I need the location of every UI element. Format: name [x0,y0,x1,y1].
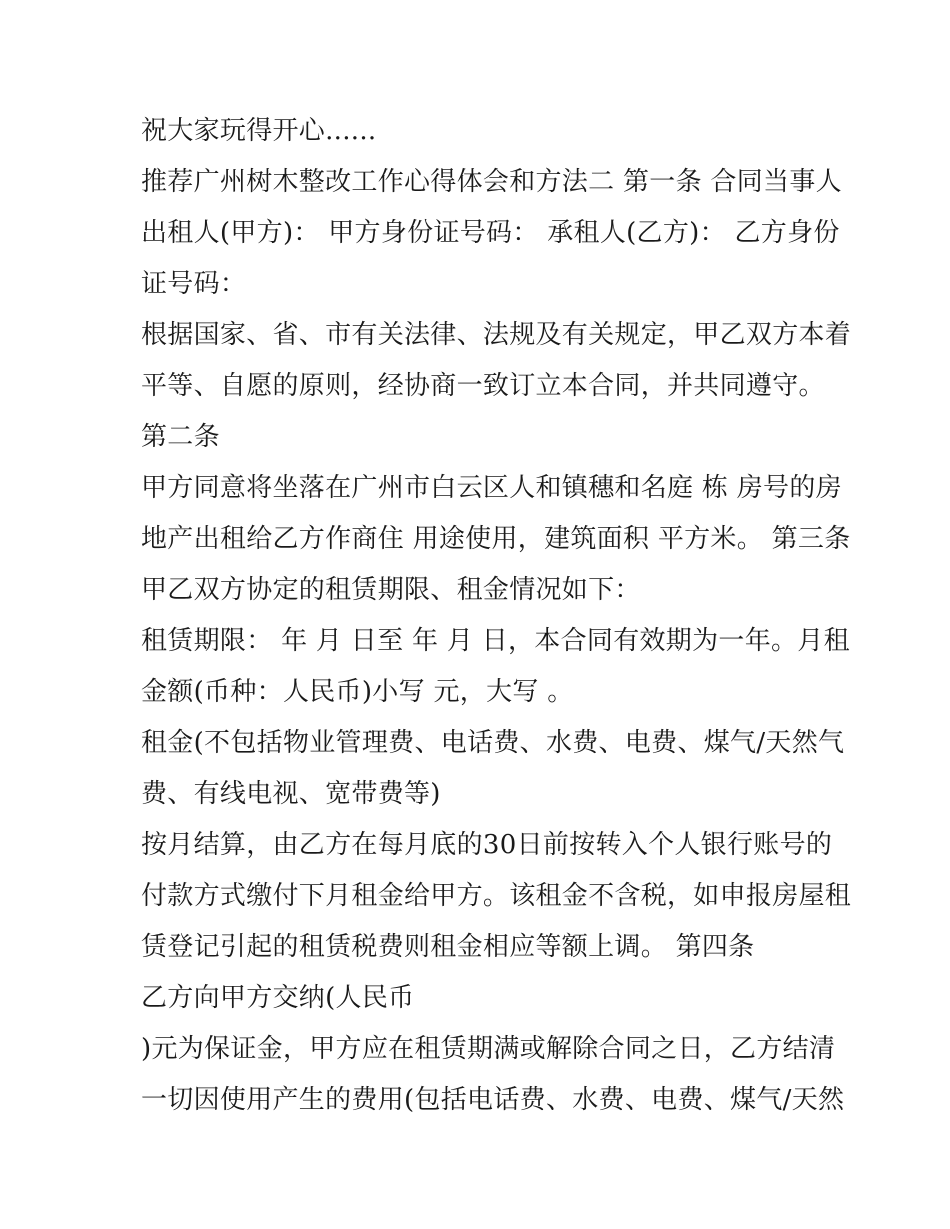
text-line: 平等、自愿的原则，经协商一致订立本合同，并共同遵守。 [141,371,825,401]
text-line: 一切因使用产生的费用(包括电话费、水费、电费、煤气/天然 [141,1085,845,1115]
text-line: 金额(币种：人民币)小写 元，大写 。 [141,677,574,707]
text-line: 租金(不包括物业管理费、电话费、水费、电费、煤气/天然气 [141,728,845,758]
text-line: 甲方同意将坐落在广州市白云区人和镇穗和名庭 栋 房号的房 [141,473,842,503]
document-body [141,106,852,1126]
text-line: 出租人(甲方)： 甲方身份证号码： 承租人(乙方)： 乙方身份 [141,218,840,248]
text-line: 乙方向甲方交纳(人民币 [141,983,415,1013]
text-line: )元为保证金，甲方应在租赁期满或解除合同之日，乙方结清 [141,1034,836,1064]
text-line: 第二条 [141,422,220,452]
text-line: 证号码： [141,269,247,299]
text-line: 地产出租给乙方作商住 用途使用，建筑面积 平方米。 第三条 [141,524,851,554]
text-line: 推荐广州树木整改工作心得体会和方法二 第一条 合同当事人 [141,167,842,197]
text-line: 按月结算，由乙方在每月底的30日前按转入个人银行账号的 [141,830,833,860]
text-line: 付款方式缴付下月租金给甲方。该租金不含税，如申报房屋租 [141,881,852,911]
text-line: 甲乙双方协定的租赁期限、租金情况如下： [141,575,641,605]
text-line: 根据国家、省、市有关法律、法规及有关规定，甲乙双方本着 [141,320,852,350]
text-line: 赁登记引起的租赁税费则租金相应等额上调。 第四条 [141,932,755,962]
text-line: 祝大家玩得开心...... [141,116,377,146]
text-line: 租赁期限： 年 月 日至 年 月 日，本合同有效期为一年。月租 [141,626,850,656]
text-line: 费、有线电视、宽带费等) [141,779,441,809]
